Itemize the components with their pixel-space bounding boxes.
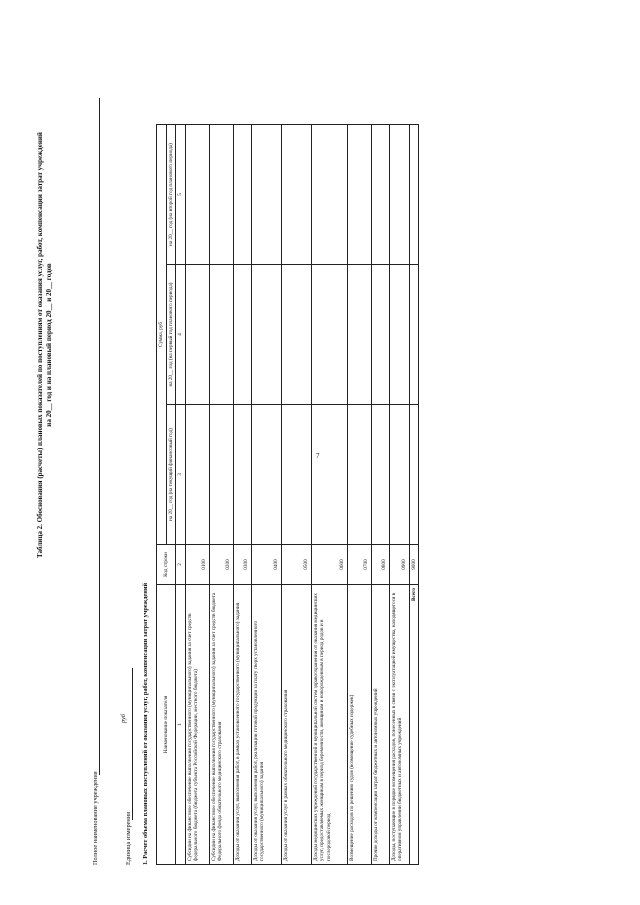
row-code: 0900: [389, 545, 409, 585]
value-cell[interactable]: [251, 405, 281, 545]
col-number-1: 1: [176, 585, 186, 865]
table-row: [209, 124, 233, 864]
row-name: Доходы от оказания услуг в рамках обязательного медицинского страхования: [281, 585, 311, 865]
col-number-4: 4: [176, 265, 186, 405]
value-cell[interactable]: [311, 405, 347, 545]
table-row: [185, 124, 209, 864]
value-cell[interactable]: [209, 405, 233, 545]
value-cell[interactable]: [371, 124, 389, 264]
value-cell[interactable]: [251, 265, 281, 405]
value-cell[interactable]: [233, 265, 251, 405]
total-value-cell[interactable]: [409, 265, 419, 405]
table-row: [371, 124, 389, 864]
col-number-3: 3: [176, 405, 186, 545]
page-number: 7: [316, 452, 320, 460]
unit-underline: [132, 668, 133, 820]
col-number-5: 5: [176, 124, 186, 264]
section-title: 1. Расчет объема плановых поступлений от оказания услуг, работ, компенсации затрат учреждений: [142, 582, 149, 865]
value-cell[interactable]: [251, 124, 281, 264]
value-cell[interactable]: [347, 124, 371, 264]
header-name: Наименование показателя: [157, 585, 176, 865]
row-name: Доходы медицинских учреждений государственной и муниципальной систем здравоохранения от оказания медицинских услуг, предоставляемых женщинам в период беременности, женщинам и новорожденным в период родов и в послеродовой период: [311, 585, 347, 865]
value-cell[interactable]: [185, 405, 209, 545]
table-row: [281, 124, 311, 864]
header-year-current: на 20__ год (на текущий финансовый год): [166, 405, 176, 545]
row-code: 0800: [371, 545, 389, 585]
full-name-underline: [99, 98, 100, 775]
table-row: [389, 124, 409, 864]
total-label: Всего: [409, 585, 419, 865]
unit-label: Единица измерения: [125, 811, 132, 865]
value-cell[interactable]: [389, 265, 409, 405]
value-cell[interactable]: [209, 265, 233, 405]
value-cell[interactable]: [281, 124, 311, 264]
value-cell[interactable]: [347, 265, 371, 405]
total-code: 9000: [409, 545, 419, 585]
value-cell[interactable]: [233, 405, 251, 545]
row-name: Доходы от оказания услуг, выполнения работ, в рамках установленного государственного (муниципального) задания: [233, 585, 251, 865]
value-cell[interactable]: [281, 405, 311, 545]
row-code: 0400: [251, 545, 281, 585]
total-value-cell[interactable]: [409, 405, 419, 545]
row-code: 0700: [347, 545, 371, 585]
full-name-label: Полное наименование учреждения: [92, 771, 99, 865]
header-code: Код строки: [157, 545, 176, 585]
row-name: Субсидии на финансовое обеспечение выполнения государственного (муниципального) задания за счет средств бюджета Федерального фонда обязательного медицинского страхования: [209, 585, 233, 865]
value-cell[interactable]: [389, 405, 409, 545]
value-cell[interactable]: [371, 405, 389, 545]
header-sum: Сумма, руб: [157, 124, 167, 544]
header-year-first: на 20__ год (на первый год планового периода): [166, 265, 176, 405]
value-cell[interactable]: [209, 124, 233, 264]
row-name: Прочие доходы от компенсации затрат бюджетных и автономных учреждений: [371, 585, 389, 865]
total-row: [409, 124, 419, 864]
value-cell[interactable]: [389, 124, 409, 264]
value-cell[interactable]: [185, 265, 209, 405]
title-line-1: Таблица 2. Обоснования (расчеты) плановых показателей по поступлениям от оказания услуг, работ, компенсации затрат учреждений: [36, 132, 44, 558]
row-code: 0100: [185, 545, 209, 585]
total-value-cell[interactable]: [409, 124, 419, 264]
value-cell[interactable]: [371, 265, 389, 405]
table-row: [311, 124, 347, 864]
table-row: [347, 124, 371, 864]
row-name: Возмещение расходов по решению судов (возмещение судебных издержек): [347, 585, 371, 865]
row-code: 0200: [209, 545, 233, 585]
table-row: [233, 124, 251, 864]
col-number-2: 2: [176, 545, 186, 585]
document-title: [36, 65, 54, 625]
row-name: Субсидии на финансовое обеспечение выполнения государственного (муниципального) задания за счет средств федерального бюджета (бюджета субъекта Российской Федерации, местного бюджета): [185, 585, 209, 865]
row-code: 0600: [311, 545, 347, 585]
row-code: 0300: [233, 545, 251, 585]
value-cell[interactable]: [233, 124, 251, 264]
value-cell[interactable]: [281, 265, 311, 405]
value-cell[interactable]: [185, 124, 209, 264]
value-cell[interactable]: [311, 124, 347, 264]
row-code: 0500: [281, 545, 311, 585]
row-name: Доходы, поступающие в порядке возмещения расходов, понесенных в связи с эксплуатацией имущества, находящегося в оперативном управлении бюджетных и автономных учреждений: [389, 585, 409, 865]
revenue-table: [156, 124, 419, 865]
table-row: [251, 124, 281, 864]
value-cell[interactable]: [311, 265, 347, 405]
header-year-second: на 20__ год (на второй год планового периода): [166, 124, 176, 264]
row-name: Доходы от оказания услуг, выполнения работ, реализации готовой продукции за плату сверх установленного государственного (муниципального) задания: [251, 585, 281, 865]
unit-value: руб: [120, 713, 127, 723]
title-line-2: на 20__ год и на плановый период 20__ и 20__ годов: [45, 263, 53, 427]
value-cell[interactable]: [347, 405, 371, 545]
